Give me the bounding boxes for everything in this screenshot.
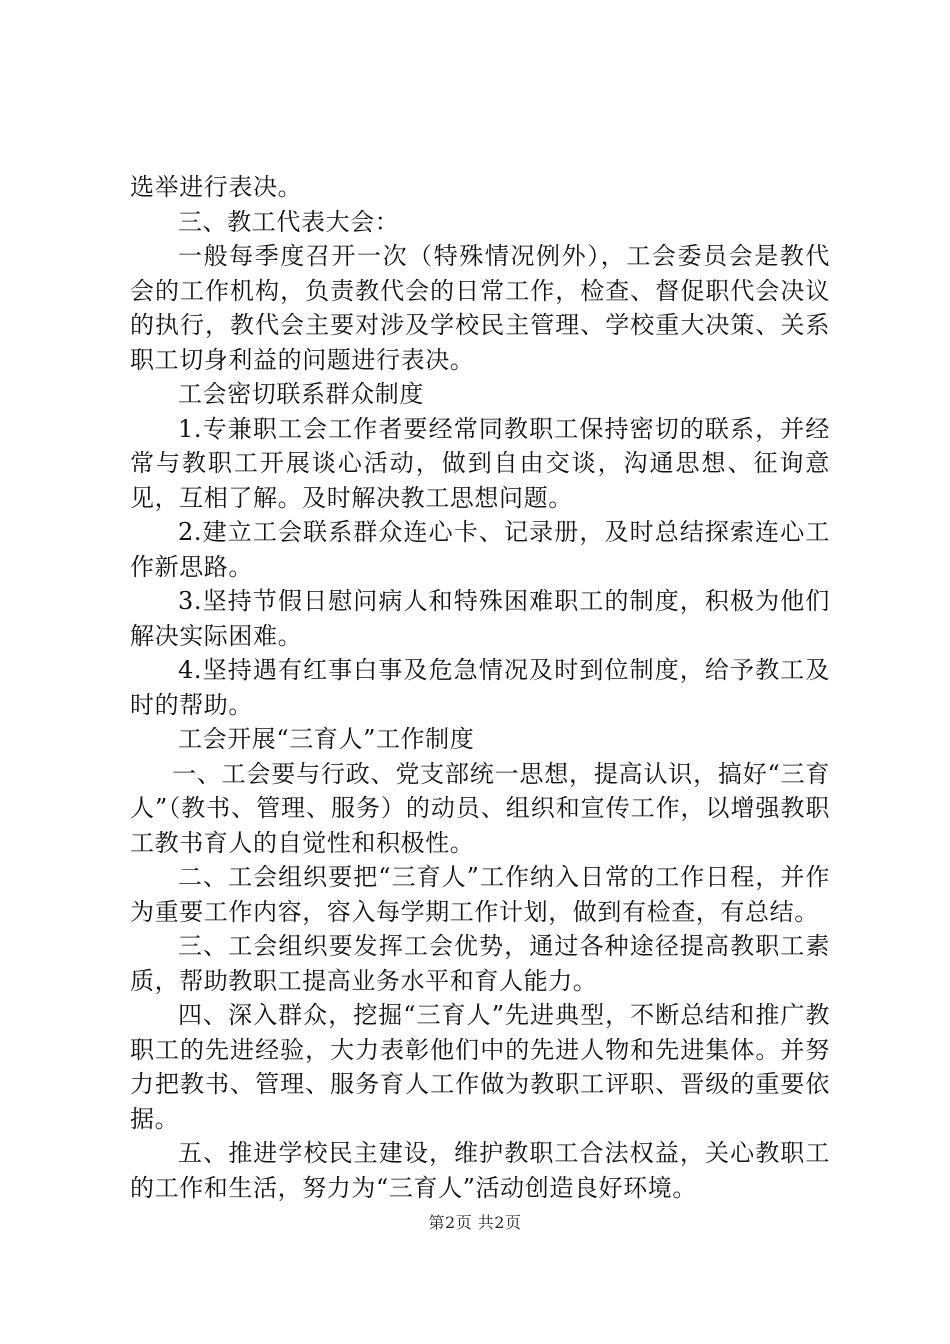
list-item: 五、推进学校民主建设，维护教职工合法权益，关心教职工的工作和生活，努力为“三育人”活动创造良好环境。 — [130, 1139, 830, 1202]
page-footer: 第2页 共2页 — [428, 1213, 522, 1232]
list-item: 1.专兼职工会工作者要经常同教职工保持密切的联系，并经常与教职工开展谈心活动，做到自由交谈，沟通思想、征询意见，互相了解。及时解决教工思想问题。 — [130, 414, 830, 512]
list-item: 一、工会要与行政、党支部统一思想，提高认识，搞好“三育人”（教书、管理、服务）的动员、组织和宣传工作，以增强教职工教书育人的自觉性和积极性。 — [130, 759, 830, 857]
paragraph: 选举进行表决。 — [130, 173, 303, 201]
list-item: 3.坚持节假日慰问病人和特殊困难职工的制度，积极为他们解决实际困难。 — [130, 587, 830, 650]
list-item: 2.建立工会联系群众连心卡、记录册，及时总结探索连心工作新思路。 — [130, 518, 830, 581]
section-heading: 三、教工代表大会： — [178, 207, 400, 236]
list-item: 二、工会组织要把“三育人”工作纳入日常的工作日程，并作为重要工作内容，容入每学期工作计划，做到有检查，有总结。 — [130, 863, 830, 926]
list-item: 三、工会组织要发挥工会优势，通过各种途径提高教职工素质，帮助教职工提高业务水平和育人能力。 — [130, 932, 830, 995]
list-item: 4.坚持遇有红事白事及危急情况及时到位制度，给予教工及时的帮助。 — [130, 656, 830, 719]
section-heading: 工会密切联系群众制度 — [178, 380, 424, 408]
paragraph: 一般每季度召开一次（特殊情况例外），工会委员会是教代会的工作机构，负责教代会的日常工作，检查、督促职代会决议的执行，教代会主要对涉及学校民主管理、学校重大决策、关系职工切身利益的问题进行表决。 — [130, 242, 830, 374]
list-item: 四、深入群众，挖掘“三育人”先进典型，不断总结和推广教职工的先进经验，大力表彰他们中的先进人物和先进集体。并努力把教书、管理、服务育人工作做为教职工评职、晋级的重要依据。 — [130, 1001, 830, 1133]
section-heading: 工会开展“三育人”工作制度 — [178, 725, 475, 753]
document-body — [130, 170, 830, 1205]
